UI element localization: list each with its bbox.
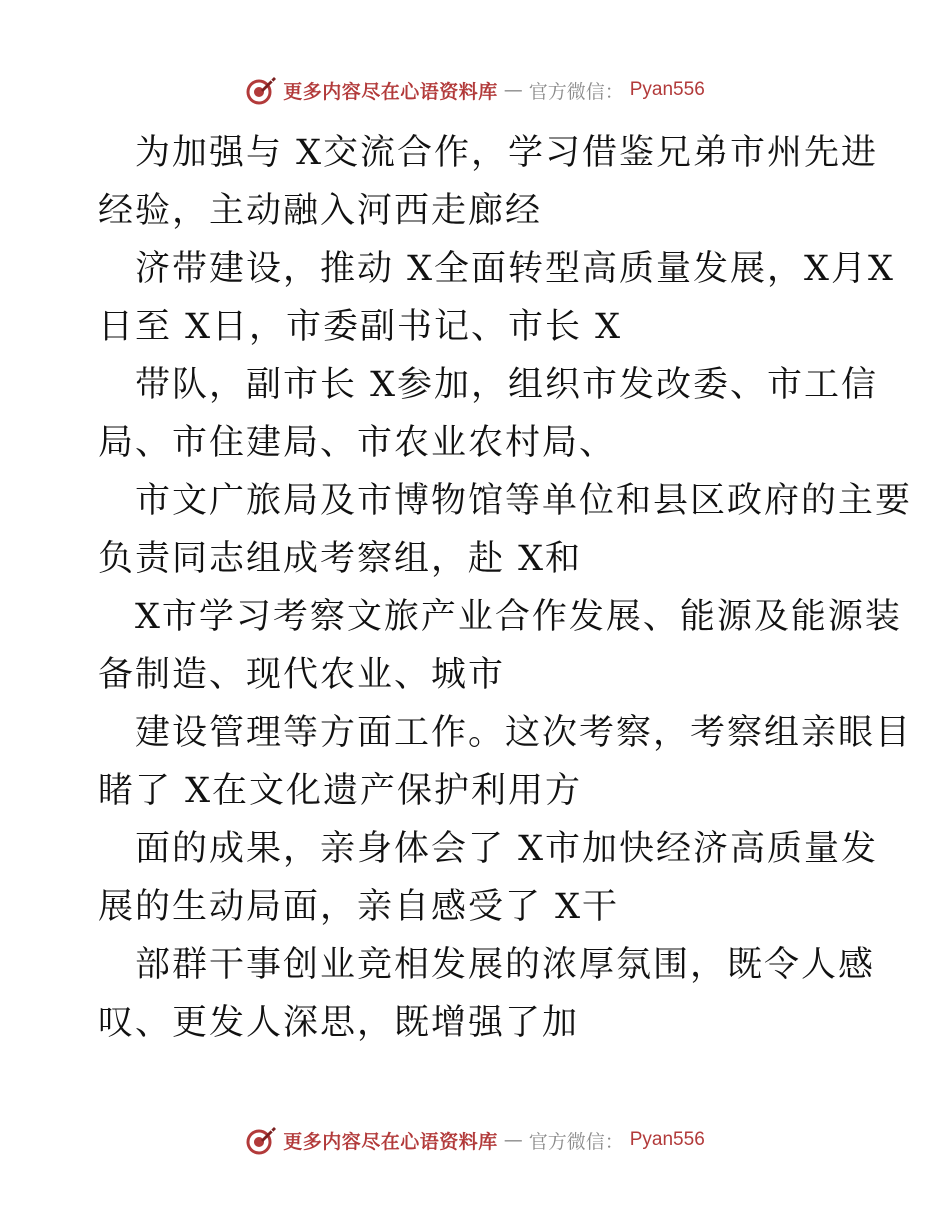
header-dash: — [503,79,523,101]
footer-wechat-id: Pyan556 [629,1129,705,1150]
paragraph-line: 叹、更发人深思，既增强了加 [98,1003,580,1043]
paragraph-line: 市文广旅局及市博物馆等单位和县区政府的主要 [135,481,913,521]
paragraph-line: 睹了 X在文化遗产保护利用方 [98,771,583,811]
paragraph-line: 为加强与 X交流合作，学习借鉴兄弟市州先进 [135,133,879,173]
paragraph-line: X市学习考察文旅产业合作发展、能源及能源装 [135,597,902,637]
paragraph-line: 济带建设，推动 X全面转型高质量发展，X月X [135,249,895,289]
header-brand-text: 更多内容尽在心语资料库 [283,80,498,103]
pen-logo-icon [245,1124,277,1156]
paragraph-line: 带队，副市长 X参加，组织市发改委、市工信 [135,365,879,405]
paragraph-line: 备制造、现代农业、城市 [98,655,506,695]
paragraph-line: 局、市住建局、市农业农村局、 [98,423,617,463]
document-body [98,124,913,1052]
header-banner [0,70,950,110]
footer-brand-text: 更多内容尽在心语资料库 [283,1130,498,1153]
footer-banner [0,1120,950,1160]
header-wechat-id: Pyan556 [629,79,705,100]
pen-logo-icon [245,74,277,106]
paragraph-line: 经验，主动融入河西走廊经 [98,191,543,231]
paragraph-line: 建设管理等方面工作。这次考察，考察组亲眼目 [135,713,913,753]
paragraph-line: 负责同志组成考察组，赴 X和 [98,539,583,579]
paragraph-line: 展的生动局面，亲自感受了 X干 [98,887,620,927]
header-wechat-label: 官方微信： [528,80,624,103]
paragraph-line: 部群干事创业竞相发展的浓厚氛围，既令人感 [135,945,876,985]
footer-wechat-label: 官方微信： [528,1130,624,1153]
paragraph-line: 面的成果，亲身体会了 X市加快经济高质量发 [135,829,879,869]
footer-dash: — [503,1129,523,1151]
paragraph-line: 日至 X日，市委副书记、市长 X [98,307,623,347]
